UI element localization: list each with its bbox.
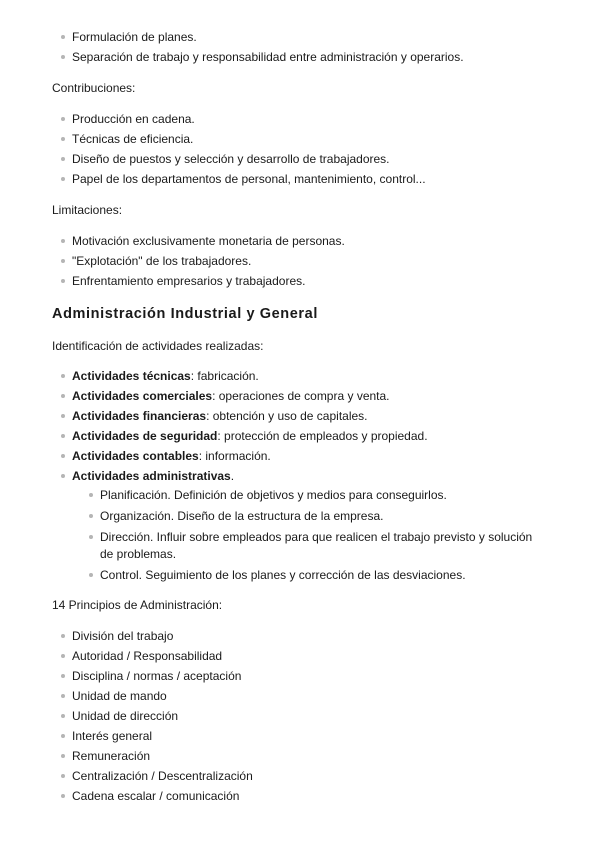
- list-item: Autoridad / Responsabilidad: [0, 648, 600, 664]
- list-item: Centralización / Descentralización: [0, 768, 600, 784]
- activity-item: [0, 368, 600, 384]
- sub-list-item: Control. Seguimiento de los planes y corrección de las desviaciones.: [0, 567, 600, 584]
- activity-term: Actividades comerciales: [72, 389, 213, 403]
- activity-term: Actividades financieras: [72, 409, 207, 423]
- list-item: Diseño de puestos y selección y desarrollo de trabajadores.: [0, 151, 600, 167]
- list-item: División del trabajo: [0, 628, 600, 644]
- limitaciones-list: [0, 233, 600, 293]
- activity-term: Actividades administrativas: [72, 469, 231, 483]
- list-item: Papel de los departamentos de personal, mantenimiento, control...: [0, 171, 600, 187]
- list-item: "Explotación" de los trabajadores.: [0, 253, 600, 269]
- activity-item: [0, 428, 600, 444]
- list-item: Unidad de dirección: [0, 708, 600, 724]
- sub-list-item: Planificación. Definición de objetivos y medios para conseguirlos.: [0, 487, 600, 504]
- list-item: Técnicas de eficiencia.: [0, 131, 600, 147]
- activity-desc: .: [230, 469, 235, 483]
- list-item: Enfrentamiento empresarios y trabajadores.: [0, 273, 600, 289]
- contribuciones-label: Contribuciones:: [52, 81, 136, 95]
- limitaciones-label: Limitaciones:: [52, 203, 123, 217]
- contribuciones-list: [0, 111, 600, 191]
- activity-desc: : operaciones de compra y venta.: [212, 389, 390, 403]
- section-heading: Administración Industrial y General: [52, 306, 318, 322]
- activities-list: [0, 368, 600, 488]
- activity-desc: : protección de empleados y propiedad.: [217, 429, 428, 443]
- list-item: Producción en cadena.: [0, 111, 600, 127]
- top-list: [0, 29, 600, 69]
- activity-term: Actividades de seguridad: [72, 429, 218, 443]
- activity-desc: : fabricación.: [190, 369, 259, 383]
- activity-desc: : información.: [198, 449, 271, 463]
- list-item: Remuneración: [0, 748, 600, 764]
- list-item: Interés general: [0, 728, 600, 744]
- principios-list: [0, 628, 600, 808]
- list-item: Disciplina / normas / aceptación: [0, 668, 600, 684]
- list-item: Formulación de planes.: [0, 29, 600, 45]
- activity-term: Actividades técnicas: [72, 369, 191, 383]
- activity-term: Actividades contables: [72, 449, 199, 463]
- list-item: Separación de trabajo y responsabilidad entre administración y operarios.: [0, 49, 600, 65]
- sub-list-item: Dirección. Influir sobre empleados para que realicen el trabajo previsto y solución de problemas.: [0, 529, 600, 563]
- activity-item: [0, 448, 600, 464]
- activities-intro: Identificación de actividades realizadas:: [52, 339, 264, 353]
- admin-subitems-list: [0, 487, 600, 588]
- list-item: Cadena escalar / comunicación: [0, 788, 600, 804]
- activity-item: [0, 468, 600, 484]
- list-item: Motivación exclusivamente monetaria de personas.: [0, 233, 600, 249]
- list-item: Unidad de mando: [0, 688, 600, 704]
- principios-label: 14 Principios de Administración:: [52, 598, 223, 612]
- activity-desc: : obtención y uso de capitales.: [206, 409, 368, 423]
- activity-item: [0, 388, 600, 404]
- activity-item: [0, 408, 600, 424]
- sub-list-item: Organización. Diseño de la estructura de la empresa.: [0, 508, 600, 525]
